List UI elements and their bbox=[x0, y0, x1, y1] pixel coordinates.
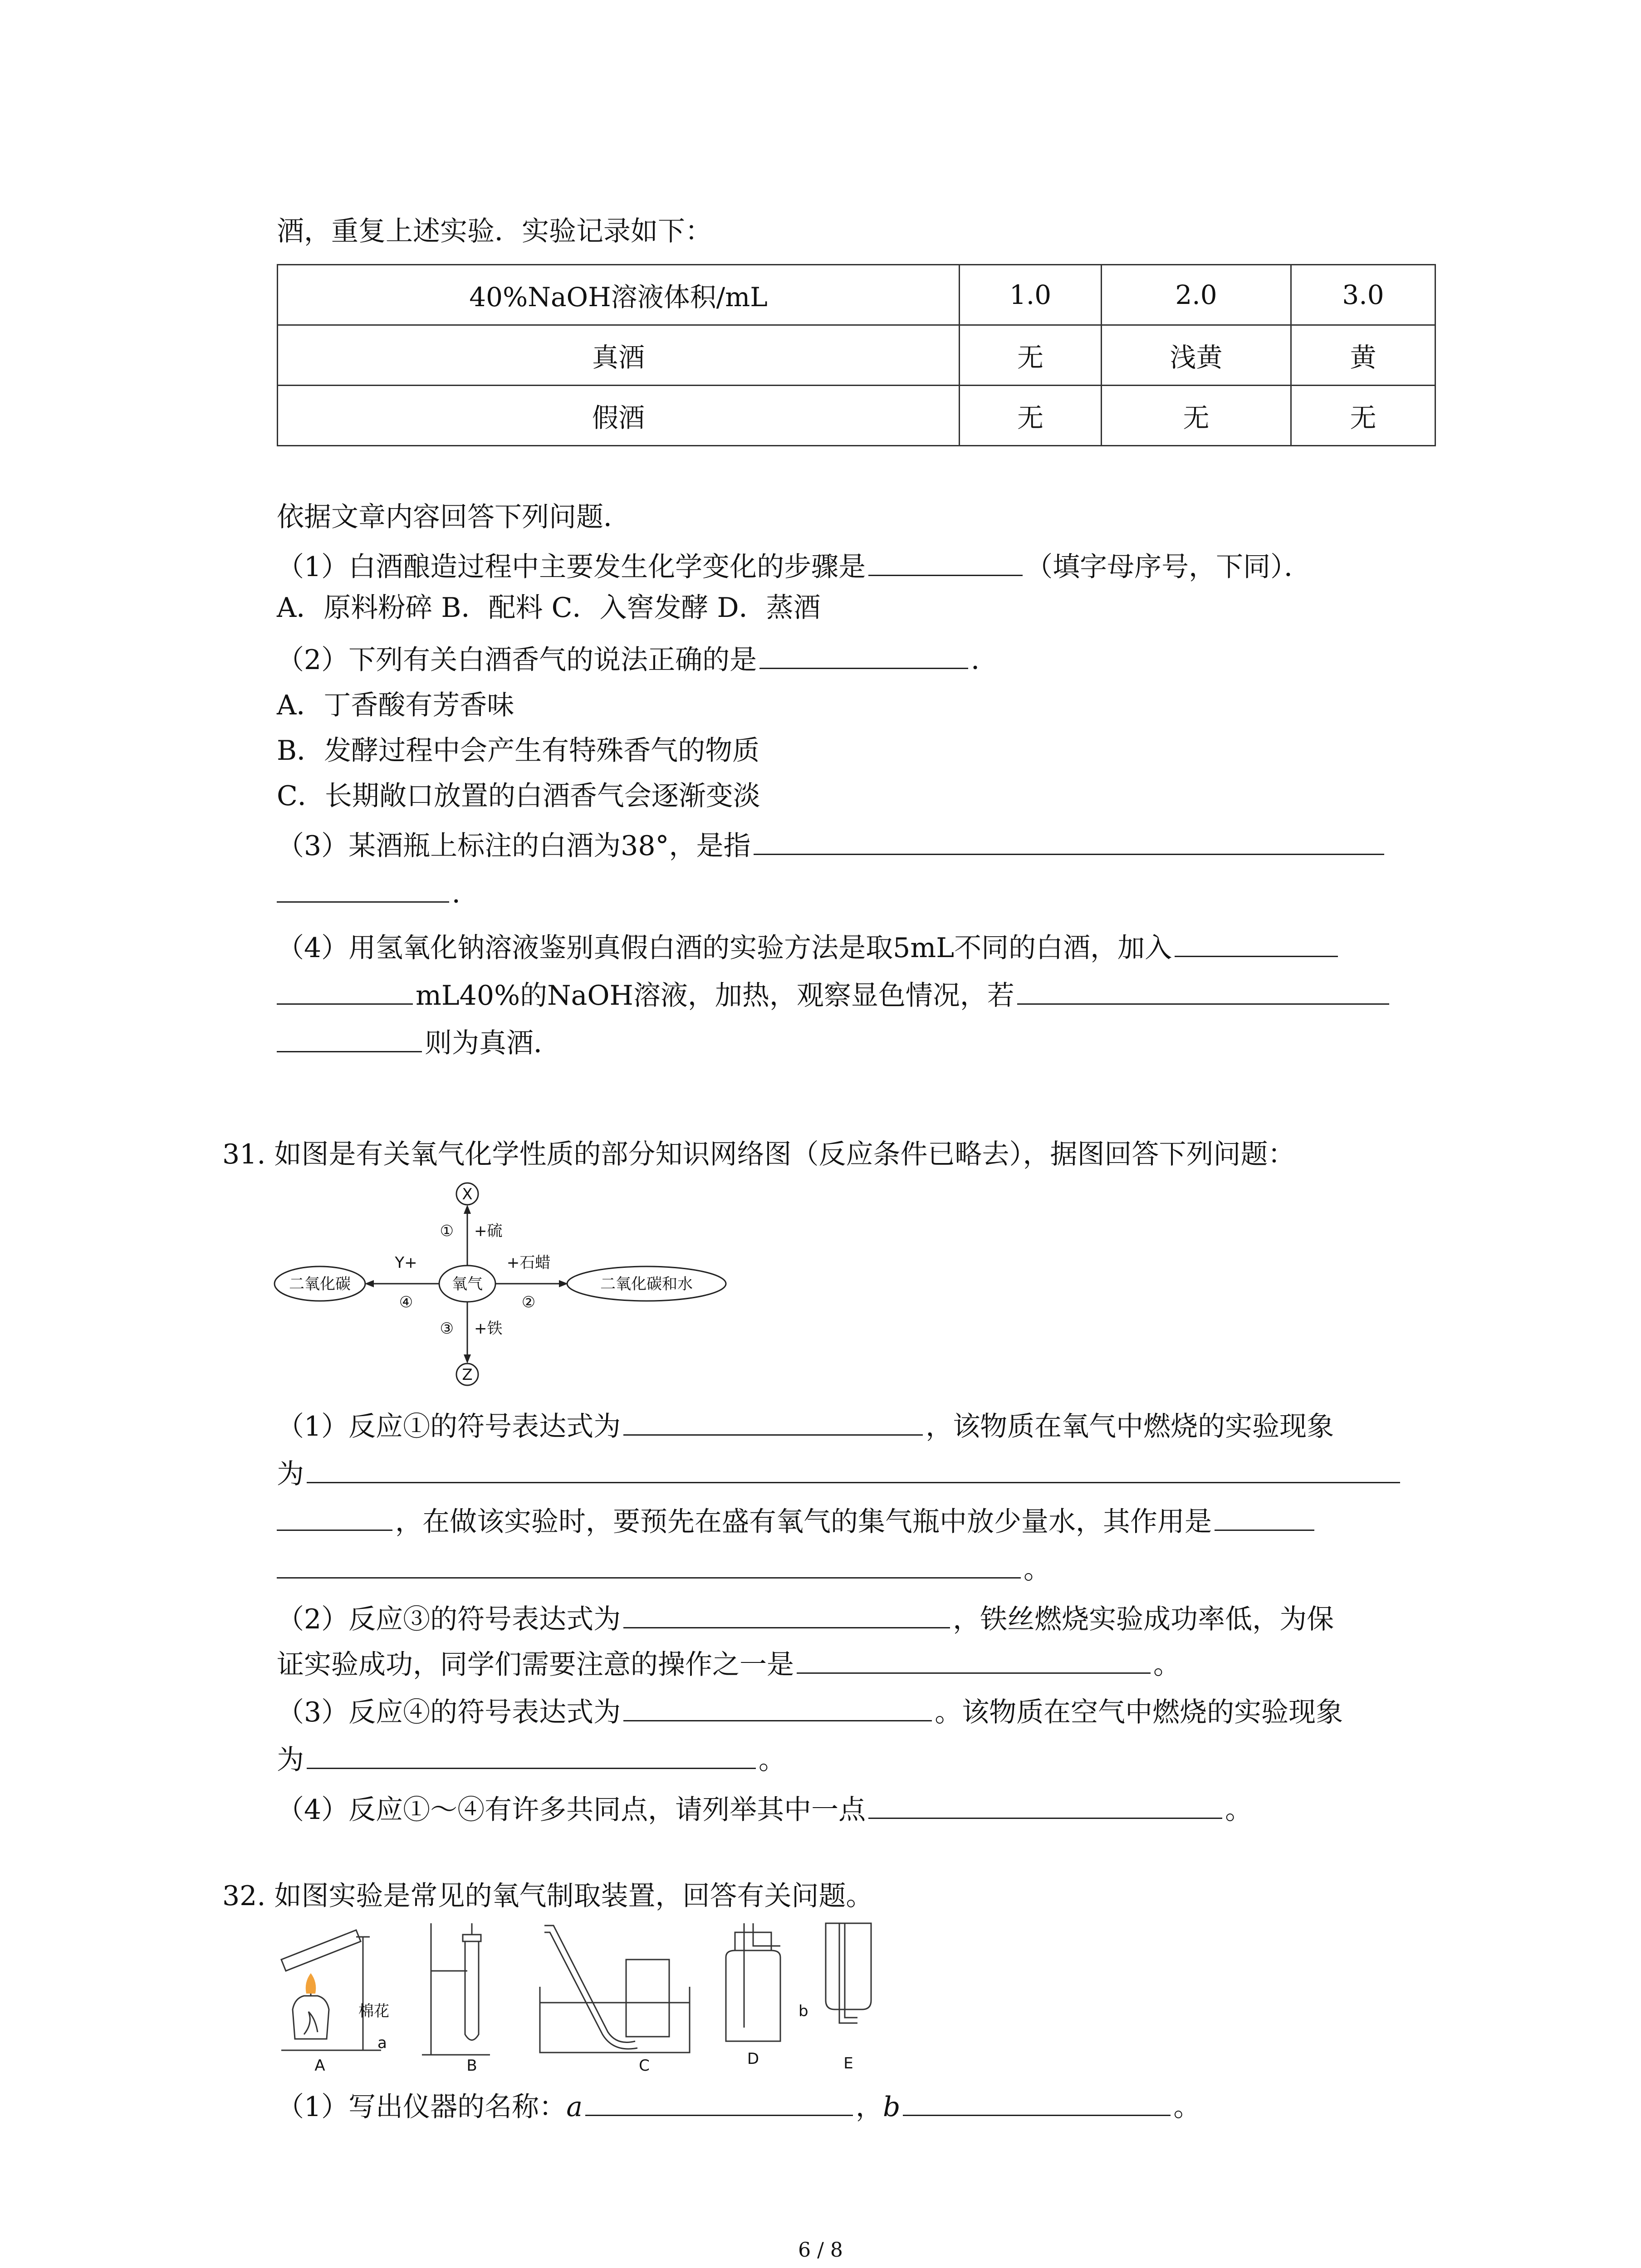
q31-part2-tail: ，铁丝燃烧实验成功率低，为保 bbox=[953, 1603, 1334, 1635]
answer-blank[interactable] bbox=[1175, 928, 1338, 957]
q32-part1-sep: ， bbox=[855, 2091, 883, 2123]
q31-part4-tail: 。 bbox=[1225, 1794, 1253, 1826]
q31-part1 bbox=[277, 1406, 1334, 1445]
answer-blank[interactable] bbox=[623, 1692, 932, 1721]
table-cell: 无 bbox=[1291, 386, 1435, 446]
q32-stem: 32. 如图实验是常见的氧气制取装置，回答有关问题。 bbox=[222, 1880, 873, 1912]
table-cell: 40%NaOH溶液体积/mL bbox=[278, 265, 960, 325]
reaction-2-label: +石蜡 bbox=[506, 1254, 551, 1272]
q31-part3 bbox=[277, 1692, 1343, 1730]
reaction-1-label: +硫 bbox=[474, 1222, 503, 1240]
answer-blank[interactable] bbox=[277, 1549, 1021, 1579]
q30-part1 bbox=[277, 547, 1311, 585]
table-cell: 无 bbox=[960, 325, 1102, 386]
q31-part1-cont2 bbox=[277, 1501, 1317, 1540]
q31-part3-tail2: 。 bbox=[759, 1744, 786, 1776]
table-cell: 1.0 bbox=[960, 265, 1102, 325]
arrow-right-icon bbox=[559, 1280, 568, 1287]
q30-part3-cont bbox=[277, 873, 479, 912]
page-number: 6 / 8 bbox=[798, 2239, 843, 2262]
answer-blank[interactable] bbox=[623, 1599, 950, 1628]
q30-part2-option-a: A．丁香酸有芳香味 bbox=[277, 689, 514, 721]
table-cell: 黄 bbox=[1291, 325, 1435, 386]
answer-blank[interactable] bbox=[754, 826, 1384, 855]
q30-part1-text: （1）白酒酿造过程中主要发生化学变化的步骤是 bbox=[277, 551, 866, 583]
q30-part4-cont bbox=[277, 975, 1392, 1014]
table-cell: 浅黄 bbox=[1102, 325, 1291, 386]
label-a-small: a bbox=[377, 2034, 387, 2052]
answer-blank[interactable] bbox=[277, 873, 449, 903]
q31-part3-cont bbox=[277, 1740, 786, 1778]
q31-part3-text2: 为 bbox=[277, 1744, 304, 1776]
arrow-left-icon bbox=[365, 1280, 374, 1287]
q31-part3-text: （3）反应④的符号表达式为 bbox=[277, 1696, 621, 1728]
apparatus-b bbox=[422, 1923, 490, 2055]
apparatus-label-e: E bbox=[843, 2054, 853, 2072]
reaction-3-number: ③ bbox=[440, 1320, 454, 1338]
q32-part1-tail: 。 bbox=[1173, 2091, 1201, 2123]
answer-blank[interactable] bbox=[868, 547, 1023, 576]
q31-part1-text3: ，在做该实验时，要预先在盛有氧气的集气瓶中放少量水，其作用是 bbox=[395, 1506, 1212, 1538]
q30-part4-text2: mL40%的NaOH溶液，加热，观察显色情况，若 bbox=[416, 980, 1014, 1012]
answer-blank[interactable] bbox=[307, 1740, 756, 1769]
answer-blank[interactable] bbox=[307, 1454, 1400, 1483]
node-co2-label: 二氧化碳 bbox=[289, 1275, 351, 1293]
q31-part2-text: （2）反应③的符号表达式为 bbox=[277, 1603, 621, 1635]
q31-part1-text: （1）反应①的符号表达式为 bbox=[277, 1411, 621, 1442]
node-z-label: Z bbox=[462, 1366, 473, 1384]
table-cell: 无 bbox=[1102, 386, 1291, 446]
table-cell: 3.0 bbox=[1291, 265, 1435, 325]
answer-blank[interactable] bbox=[868, 1789, 1222, 1819]
q32-part1-b: b bbox=[882, 2091, 901, 2123]
reaction-4-label: Y+ bbox=[395, 1254, 417, 1272]
q31-part2-text2: 证实验成功，同学们需要注意的操作之一是 bbox=[277, 1649, 794, 1681]
q31-part2 bbox=[277, 1599, 1334, 1637]
apparatus-label-c: C bbox=[639, 2057, 650, 2075]
q30-part2-text: （2）下列有关白酒香气的说法正确的是 bbox=[277, 644, 757, 676]
node-co2-water-label: 二氧化碳和水 bbox=[600, 1275, 693, 1293]
q30-lead: 依据文章内容回答下列问题． bbox=[277, 501, 631, 533]
q30-part4-tail: 则为真酒． bbox=[425, 1027, 561, 1059]
q31-part4 bbox=[277, 1789, 1252, 1828]
arrow-down-icon bbox=[464, 1354, 471, 1364]
reaction-2-number: ② bbox=[521, 1293, 536, 1311]
q30-part4-cont2 bbox=[277, 1023, 561, 1061]
answer-blank[interactable] bbox=[585, 2087, 853, 2116]
q30-part2 bbox=[277, 640, 998, 678]
node-x-label: X bbox=[462, 1185, 473, 1203]
flame-icon bbox=[306, 1973, 316, 1994]
table-row bbox=[278, 386, 1435, 446]
q31-part1-text2: 为 bbox=[277, 1458, 304, 1490]
answer-blank[interactable] bbox=[759, 640, 968, 669]
answer-blank[interactable] bbox=[1017, 975, 1389, 1005]
answer-blank[interactable] bbox=[797, 1644, 1151, 1674]
q31-part1-cont3 bbox=[277, 1549, 1051, 1588]
reaction-1-number: ① bbox=[440, 1222, 454, 1240]
answer-blank[interactable] bbox=[623, 1406, 923, 1436]
apparatus-a bbox=[281, 1930, 381, 2050]
answer-blank[interactable] bbox=[277, 975, 413, 1005]
q31-stem: 31. 如图是有关氧气化学性质的部分知识网络图（反应条件已略去），据图回答下列问题： bbox=[222, 1139, 1295, 1170]
answer-blank[interactable] bbox=[277, 1023, 422, 1052]
cotton-label: 棉花 bbox=[358, 2002, 389, 2020]
q31-part1-tail2: 。 bbox=[1024, 1554, 1051, 1585]
table-cell: 无 bbox=[960, 386, 1102, 446]
oxygen-network-diagram bbox=[272, 1175, 762, 1393]
table-row bbox=[278, 325, 1435, 386]
q31-part3-tail: 。该物质在空气中燃烧的实验现象 bbox=[935, 1696, 1343, 1728]
q32-part1-text: （1）写出仪器的名称： bbox=[277, 2091, 567, 2123]
answer-blank[interactable] bbox=[1215, 1501, 1314, 1531]
apparatus-e bbox=[826, 1923, 871, 2023]
q31-part2-cont bbox=[277, 1644, 1181, 1683]
q32-part1-a: a bbox=[566, 2091, 583, 2123]
table-row bbox=[278, 265, 1435, 325]
node-oxygen-label: 氧气 bbox=[452, 1275, 483, 1293]
q30-part3 bbox=[277, 826, 1387, 864]
q31-part4-text: （4）反应①～④有许多共同点，请列举其中一点 bbox=[277, 1794, 866, 1826]
apparatus-d bbox=[726, 1923, 780, 2041]
label-b-small: b bbox=[798, 2002, 808, 2020]
q30-part2-option-c: C．长期敞口放置的白酒香气会逐渐变淡 bbox=[277, 780, 760, 812]
apparatus-label-a: A bbox=[314, 2057, 325, 2075]
q30-part4-text: （4）用氢氧化钠溶液鉴别真假白酒的实验方法是取5mL不同的白酒，加入 bbox=[277, 932, 1172, 964]
table-cell: 2.0 bbox=[1102, 265, 1291, 325]
answer-blank[interactable] bbox=[903, 2087, 1171, 2116]
apparatus-c bbox=[540, 1926, 690, 2053]
apparatus-label-d: D bbox=[747, 2050, 759, 2068]
q31-part1-cont bbox=[277, 1454, 1403, 1492]
q30-part1-tail: （填字母序号，下同）． bbox=[1025, 551, 1312, 583]
q30-part1-options: A．原料粉碎 B．配料 C．入窖发酵 D．蒸酒 bbox=[277, 592, 821, 624]
table-cell: 假酒 bbox=[278, 386, 960, 446]
q31-part1-tail: ，该物质在氧气中燃烧的实验现象 bbox=[926, 1411, 1334, 1442]
record-table bbox=[277, 264, 1436, 446]
answer-blank[interactable] bbox=[277, 1501, 392, 1531]
apparatus-label-b: B bbox=[466, 2057, 477, 2075]
q30-part2-option-b: B．发酵过程中会产生有特殊香气的物质 bbox=[277, 735, 760, 767]
reaction-4-number: ④ bbox=[399, 1293, 413, 1311]
intro-text: 酒，重复上述实验．实验记录如下： bbox=[277, 215, 712, 247]
q30-part3-text: （3）某酒瓶上标注的白酒为38°，是指 bbox=[277, 830, 751, 862]
oxygen-apparatus-diagram bbox=[272, 1919, 907, 2082]
table-cell: 真酒 bbox=[278, 325, 960, 386]
q32-part1 bbox=[277, 2087, 1200, 2125]
q30-part4 bbox=[277, 928, 1341, 966]
q31-part2-tail2: 。 bbox=[1153, 1649, 1181, 1681]
arrow-up-icon bbox=[464, 1205, 471, 1214]
q30-part3-tail: ． bbox=[452, 878, 479, 909]
q30-part2-tail: ． bbox=[971, 644, 999, 676]
reaction-3-label: +铁 bbox=[474, 1320, 503, 1338]
